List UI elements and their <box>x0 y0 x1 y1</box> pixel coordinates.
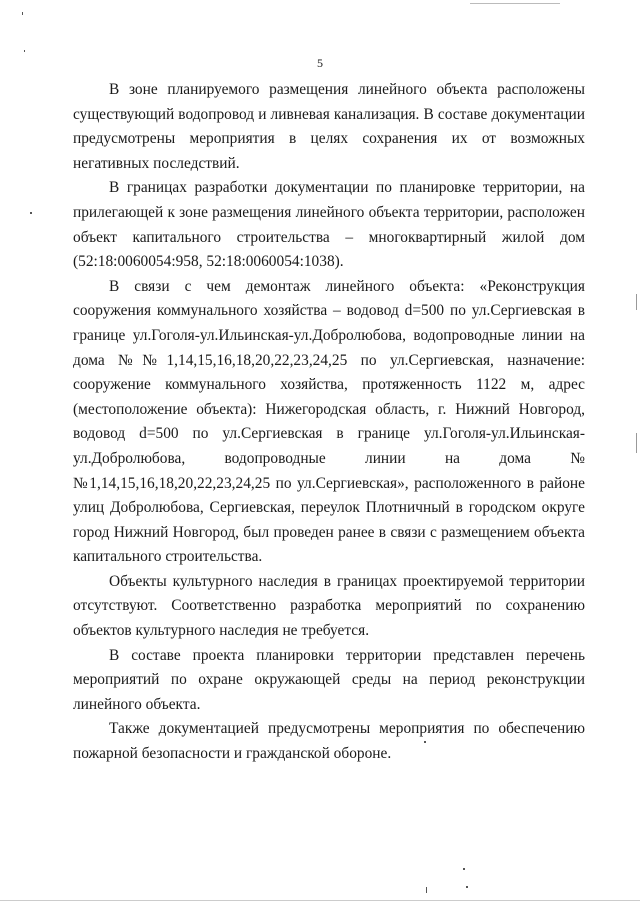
scan-artifact <box>424 741 426 743</box>
scan-artifact <box>30 212 32 214</box>
paragraph-environment: В составе проекта планировки территории представлен перечень мероприятий по охране окружающей среды на период реконструкции линейного объекта. <box>73 646 585 713</box>
document-body <box>73 78 585 767</box>
scan-artifact <box>463 868 465 870</box>
scan-artifact <box>22 12 23 15</box>
scan-artifact <box>636 433 637 453</box>
paragraph-capital-construction: В границах разработки документации по планировке территории, на прилегающей к зоне размещения линейного объекта территории, расположен объект капитального строительства – многоквартирный жилой дом (52:18:0060054:958, 52:18:0060054:1038). <box>73 179 585 271</box>
page-number: 5 <box>317 56 323 70</box>
paragraph-cultural-heritage: Объекты культурного наследия в границах проектируемой территории отсутствуют. Соответственно разработка мероприятий по сохранению объектов культурного наследия не требуется. <box>73 572 585 640</box>
scan-artifact <box>636 294 637 310</box>
scan-artifact <box>426 887 427 893</box>
scan-artifact <box>24 50 25 52</box>
scan-artifact <box>0 900 640 901</box>
paragraph-demolition: В связи с чем демонтаж линейного объекта: «Реконструкция сооружения коммунального хозяйства – водовод d=500 по ул.Сергиевская в границе ул.Гоголя-ул.Ильинская-ул.Добролюбова, водопроводные линии на дома №№1,14,15,16,18,20,22,23,24,25 по ул.Сергиевская, назначение: сооружение коммунального хозяйства, протяженность 1122 м, адрес (местоположение объекта): Нижегородская область, г. Нижний Новгород, водовод d=500 по ул.Сергиевская в границе ул.Гоголя-ул.Ильинская-ул.Добролюбова, водопроводные линии на дома №№1,14,15,16,18,20,22,23,24,25 по ул.Сергиевская», расположенного в районе улиц Добролюбова, Сергиевская, переулок Плотничный в городском округе город Нижний Новгород, был проведен ранее в связи с размещением объекта капитального строительства. <box>73 277 585 566</box>
scan-artifact <box>470 3 560 4</box>
scan-artifact <box>466 886 468 888</box>
paragraph-fire-safety: Также документацией предусмотрены мероприятия по обеспечению пожарной безопасности и гражданской обороне. <box>73 720 585 763</box>
paragraph-existing-utilities: В зоне планируемого размещения линейного объекта расположены существующий водопровод и ливневая канализация. В составе документации предусмотрены мероприятия в целях сохранения их от возможных негативных последствий. <box>73 81 585 172</box>
